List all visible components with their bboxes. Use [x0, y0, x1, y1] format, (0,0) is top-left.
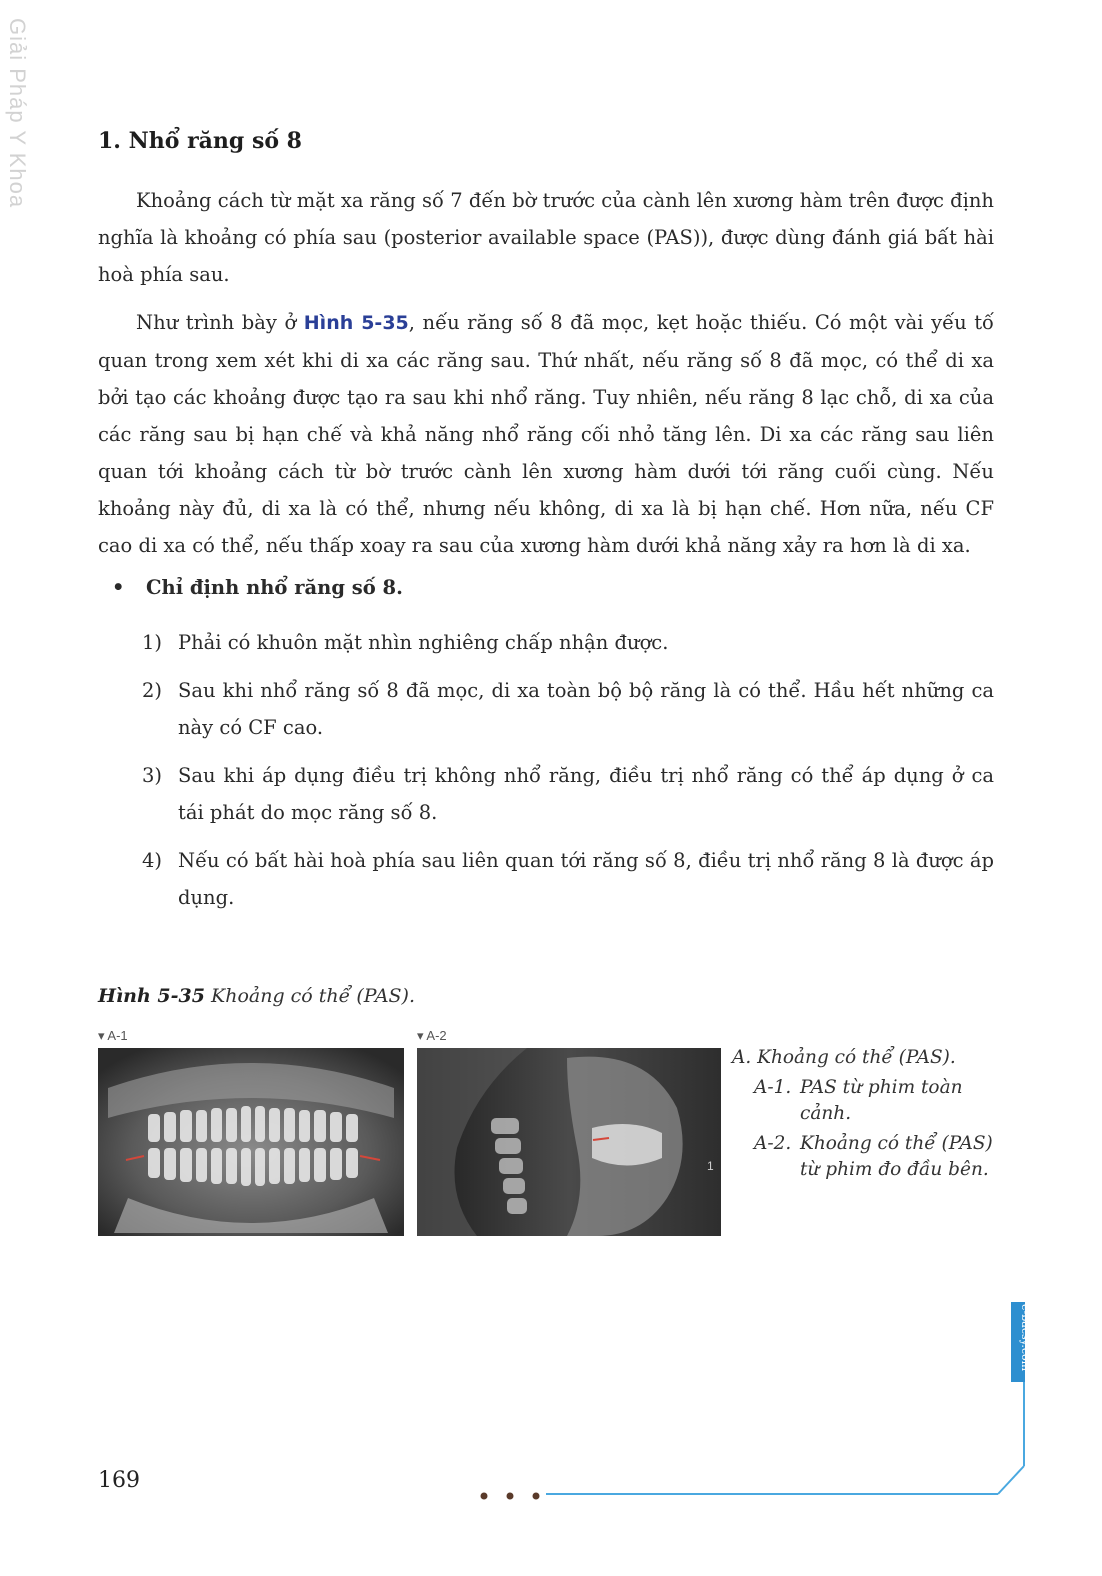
list-item-text: Sau khi nhổ răng số 8 đã mọc, di xa toàn bộ bộ răng là có thể. Hầu hết những ca này có CF cao.: [178, 679, 994, 739]
list-item-number: 2): [142, 679, 163, 702]
image-a2-label: ▾ A-2: [417, 1028, 447, 1043]
paragraph-2-start: Như trình bày ở: [136, 311, 304, 334]
list-item-number: 1): [142, 631, 163, 654]
list-item-number: 3): [142, 764, 163, 787]
figure-caption-text: Khoảng có thể (PAS).: [204, 985, 416, 1007]
list-item-text: Phải có khuôn mặt nhìn nghiêng chấp nhận được.: [178, 631, 669, 654]
frame-line-diagonal: [998, 1466, 1024, 1494]
side-brand: Giải Pháp Y Khoa: [5, 18, 30, 209]
list-item-number: 4): [142, 849, 163, 872]
figure-reference-link[interactable]: Hình 5-35: [303, 312, 409, 334]
image-a1-label: ▾ A-1: [98, 1028, 128, 1043]
legend-item-number: A-2.: [754, 1133, 792, 1154]
decorative-dot: [533, 1493, 540, 1500]
paragraph-2-rest: , nếu răng số 8 đã mọc, kẹt hoặc thiếu. Có một vài yếu tố quan trong xem xét khi di xa các răng sau. Thứ nhất, nếu răng số 8 đã mọc, có thể di xa bởi tạo các khoảng được tạo ra sau khi nhổ răng. Tuy nhiên, nếu răng 8 lạc chỗ, di xa của các răng sau bị hạn chế và khả năng nhổ răng cối nhỏ tăng lên. Di xa các răng sau liên quan tới khoảng cách từ bờ trước cành lên xương hàm dưới tới răng cuối cùng. Nếu khoảng này đủ, di xa là có thể, nhưng nếu không, di xa là bị hạn chế. Hơn nữa, nếu CF cao di xa có thể, nếu thấp xoay ra sau của xương hàm dưới khả năng xảy ra hơn là di xa.: [98, 311, 994, 557]
legend-item-text: Khoảng có thể (PAS) từ phim đo đầu bên.: [800, 1133, 993, 1180]
paragraph-1: Khoảng cách từ mặt xa răng số 7 đến bờ trước của cành lên xương hàm trên được định nghĩa là khoảng có phía sau (posterior available space (PAS)), được dùng đánh giá bất hài hoà phía sau.: [98, 189, 994, 286]
legend-item-number: A-1.: [754, 1077, 792, 1098]
section-heading: 1. Nhổ răng số 8: [98, 128, 302, 154]
watermark-text: e-bacsy.com: [1019, 1304, 1032, 1372]
decorative-dot: [481, 1493, 488, 1500]
bullet-dot: •: [112, 576, 125, 599]
decorative-dot: [507, 1493, 514, 1500]
legend-title: A. Khoảng có thể (PAS).: [732, 1047, 956, 1068]
list-item-text: Nếu có bất hài hoà phía sau liên quan tới răng số 8, điều trị nhổ răng 8 là được áp dụng.: [178, 849, 994, 909]
legend-item-text: PAS từ phim toàn cảnh.: [800, 1077, 963, 1124]
bullet-text: Chỉ định nhổ răng số 8.: [146, 576, 403, 599]
page-number: 169: [98, 1468, 140, 1493]
list-item-text: Sau khi áp dụng điều trị không nhổ răng, điều trị nhổ răng có thể áp dụng ở ca tái phát do mọc răng số 8.: [178, 764, 994, 824]
svg-text:1: 1: [707, 1159, 714, 1173]
figure-caption-label: Hình 5-35: [98, 985, 205, 1007]
